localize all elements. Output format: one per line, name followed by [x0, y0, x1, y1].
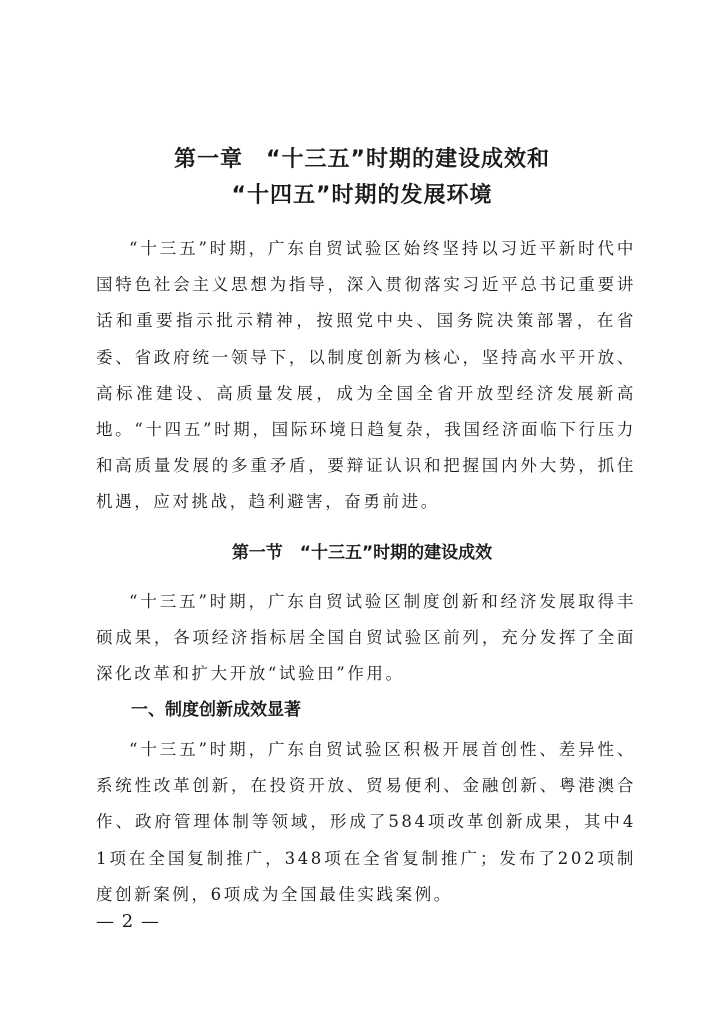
chapter-title-line-2: “十四五”时期的发展环境: [231, 183, 493, 208]
subsection-title: 一、制度创新成效显著: [131, 700, 301, 720]
chapter-title-line-1: 第一章 “十三五”时期的建设成效和: [174, 147, 550, 172]
section-paragraph: “十三五”时期，广东自贸试验区制度创新和经济发展取得丰硕成果，各项经济指标居全国自贸试验区前列，充分发挥了全面深化改革和扩大开放“试验田”作用。: [96, 592, 636, 684]
subsection-paragraph: “十三五”时期，广东自贸试验区积极开展首创性、差异性、系统性改革创新，在投资开放、贸易便利、金融创新、粤港澳合作、政府管理体制等领域，形成了584项改革创新成果，其中41项在全国复制推广，348项在全省复制推广；发布了202项制度创新案例，6项成为全国最佳实践案例。: [96, 740, 636, 904]
page-number: — 2 —: [96, 911, 160, 932]
section-title: 第一节 “十三五”时期的建设成效: [231, 543, 493, 563]
intro-paragraph: “十三五”时期，广东自贸试验区始终坚持以习近平新时代中国特色社会主义思想为指导，深入贯彻落实习近平总书记重要讲话和重要指示批示精神，按照党中央、国务院决策部署，在省委、省政府统一领导下，以制度创新为核心，坚持高水平开放、高标准建设、高质量发展，成为全国全省开放型经济发展新高地。“十四五”时期，国际环境日趋复杂，我国经济面临下行压力和高质量发展的多重矛盾，要辩证认识和把握国内外大势，抓住机遇，应对挑战，趋利避害，奋勇前进。: [96, 239, 636, 512]
